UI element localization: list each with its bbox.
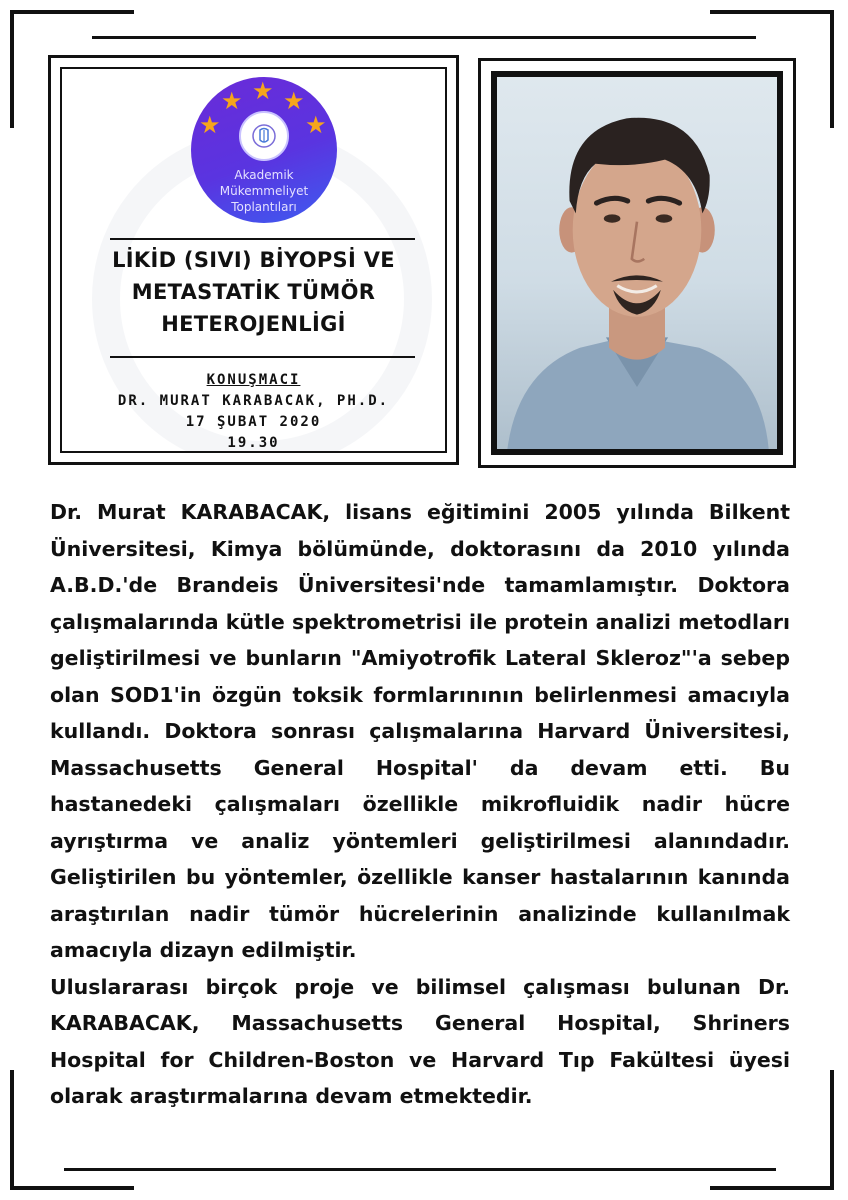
star-icon: ★ [252, 77, 274, 105]
academic-excellence-logo [191, 77, 337, 223]
event-time: 19.30 [227, 435, 280, 451]
speaker-label: KONUŞMACI [206, 372, 301, 388]
top-rule [92, 36, 756, 39]
speaker-info [62, 370, 445, 453]
corner-top-left-v [10, 10, 14, 128]
corner-top-left-h [10, 10, 134, 14]
star-icon: ★ [283, 87, 305, 115]
logo-line-1: Akademik [234, 168, 294, 182]
corner-bottom-right-h [710, 1186, 834, 1190]
title-bottom-rule [110, 356, 415, 358]
speaker-biography [50, 494, 790, 1115]
event-card-inner [60, 67, 447, 453]
event-card [48, 55, 459, 465]
title-top-rule [110, 238, 415, 240]
event-date: 17 ŞUBAT 2020 [185, 414, 322, 430]
event-title-line-3: HETEROJENLİGİ [161, 312, 346, 336]
star-icon: ★ [305, 111, 327, 139]
corner-top-right-v [830, 10, 834, 128]
bottom-rule [64, 1168, 776, 1171]
logo-line-2: Mükemmeliyet [219, 184, 309, 198]
event-title [72, 244, 435, 340]
corner-bottom-right-v [830, 1070, 834, 1190]
university-emblem-icon [239, 111, 289, 161]
star-icon: ★ [199, 111, 221, 139]
bio-paragraph-2: Uluslararası birçok proje ve bilimsel çalışması bulunan Dr. KARABACAK, Massachusetts General Hospital, Shriners Hospital for Children-Boston ve Harvard Tıp Fakültesi üyesi olarak araştırmalarına devam etmektedir. [50, 974, 790, 1108]
star-icon: ★ [221, 87, 243, 115]
logo-line-3: Toplantıları [231, 200, 297, 214]
speaker-name: DR. MURAT KARABACAK, PH.D. [117, 393, 390, 409]
event-title-line-2: METASTATİK TÜMÖR [131, 280, 376, 304]
corner-top-right-h [710, 10, 834, 14]
event-title-line-1: LİKİD (SIVI) BİYOPSİ VE [112, 248, 395, 272]
logo-caption [191, 167, 337, 215]
speaker-photo [491, 71, 783, 455]
speaker-photo-frame [478, 58, 796, 468]
corner-bottom-left-h [10, 1186, 134, 1190]
bio-paragraph-1: Dr. Murat KARABACAK, lisans eğitimini 2005 yılında Bilkent Üniversitesi, Kimya bölümünde, doktorasını da 2010 yılında A.B.D.'de Brandeis Üniversitesi'nde tamamlamıştır. Doktora çalışmalarında kütle spektrometrisi ile protein analizi metodları geliştirilmesi ve bunların "Amiyotrofik Lateral Skleroz"'a sebep olan SOD1'in özgün toksik formlarınının belirlenmesi amacıyla kullandı. Doktora sonrası çalışmalarına Harvard Üniversitesi, Massachusetts General Hospital' da devam etti. Bu hastanedeki çalışmaları özellikle mikrofluidik nadir hücre ayrıştırma ve analiz yöntemleri geliştirilmesi alanındadır. Geliştirilen bu yöntemler, özellikle kanser hastalarının kanında araştırılan nadir tümör hücrelerinin analizinde kullanılmak amacıyla dizayn edilmiştir. [50, 500, 790, 962]
corner-bottom-left-v [10, 1070, 14, 1190]
